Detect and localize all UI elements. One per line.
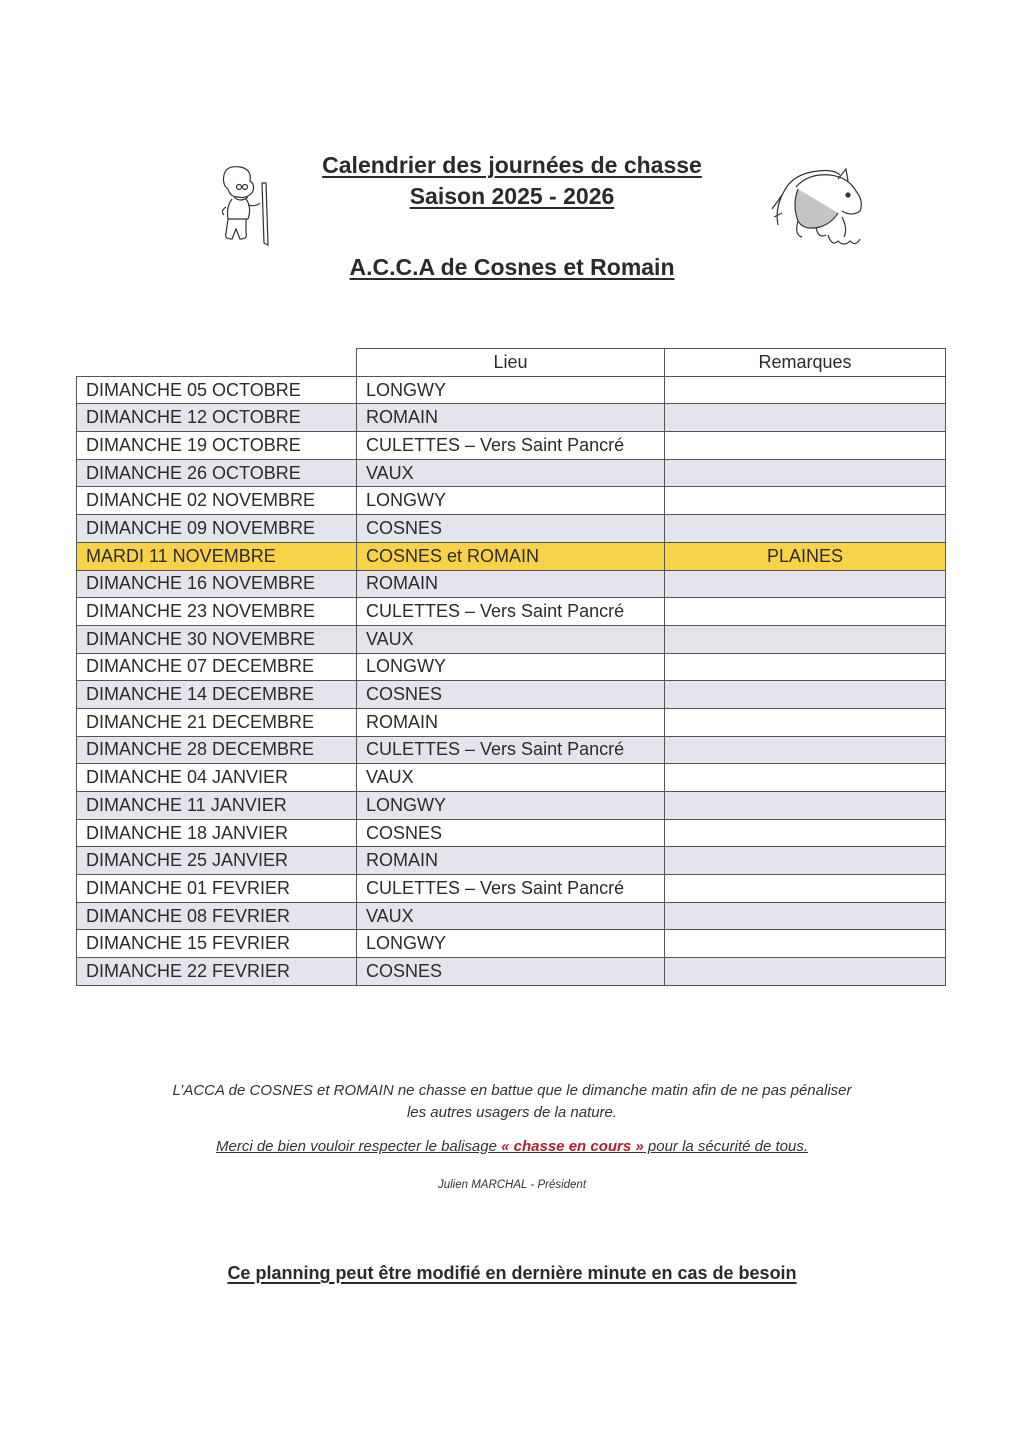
cell-date: DIMANCHE 01 FEVRIER (77, 875, 357, 903)
cell-lieu: CULETTES – Vers Saint Pancré (357, 875, 665, 903)
cell-lieu: COSNES (357, 958, 665, 986)
cell-lieu: COSNES (357, 515, 665, 543)
table-row (77, 764, 946, 792)
cell-date: DIMANCHE 07 DECEMBRE (77, 653, 357, 681)
cell-date: DIMANCHE 25 JANVIER (77, 847, 357, 875)
header-date (77, 349, 357, 377)
cell-remarques (665, 930, 946, 958)
cell-lieu: ROMAIN (357, 708, 665, 736)
cell-lieu: COSNES (357, 681, 665, 709)
notes-section (0, 1080, 1024, 1196)
table-row (77, 376, 946, 404)
cell-date: DIMANCHE 08 FEVRIER (77, 902, 357, 930)
cell-remarques (665, 487, 946, 515)
table-row (77, 432, 946, 460)
cell-remarques (665, 570, 946, 598)
merci-before: Merci de bien vouloir respecter le balisage (215, 1138, 502, 1155)
table-row (77, 819, 946, 847)
table-row (77, 487, 946, 515)
cell-lieu: LONGWY (357, 487, 665, 515)
cell-remarques (665, 404, 946, 432)
cell-date: DIMANCHE 09 NOVEMBRE (77, 515, 357, 543)
cell-remarques (665, 902, 946, 930)
note-line-2: les autres usagers de la nature. (406, 1104, 618, 1121)
merci-note (0, 1136, 1024, 1158)
cell-date: DIMANCHE 23 NOVEMBRE (77, 598, 357, 626)
table-row (77, 459, 946, 487)
table-row (77, 708, 946, 736)
cell-lieu: ROMAIN (357, 404, 665, 432)
table-row (77, 404, 946, 432)
table-row (77, 847, 946, 875)
table-row (77, 515, 946, 543)
cell-lieu: LONGWY (357, 930, 665, 958)
cell-remarques (665, 459, 946, 487)
association-name: A.C.C.A de Cosnes et Romain (349, 254, 675, 280)
merci-after: pour la sécurité de tous. (643, 1138, 808, 1155)
cell-remarques (665, 875, 946, 903)
header-remarques: Remarques (665, 349, 946, 377)
cell-lieu: LONGWY (357, 792, 665, 820)
cell-remarques (665, 736, 946, 764)
cell-date: DIMANCHE 28 DECEMBRE (77, 736, 357, 764)
cell-lieu: VAUX (357, 764, 665, 792)
cell-remarques (665, 792, 946, 820)
cell-lieu: COSNES et ROMAIN (357, 542, 665, 570)
cell-remarques (665, 819, 946, 847)
table-row (77, 902, 946, 930)
document-title (0, 150, 1024, 212)
table-row (77, 625, 946, 653)
table-row (77, 792, 946, 820)
cell-lieu: VAUX (357, 902, 665, 930)
header-lieu: Lieu (357, 349, 665, 377)
cell-remarques (665, 653, 946, 681)
table-row (77, 930, 946, 958)
cell-remarques (665, 958, 946, 986)
cell-lieu: ROMAIN (357, 570, 665, 598)
cell-lieu: CULETTES – Vers Saint Pancré (357, 736, 665, 764)
cell-date: DIMANCHE 18 JANVIER (77, 819, 357, 847)
table-header-row (77, 349, 946, 377)
table-row (77, 598, 946, 626)
cell-lieu: CULETTES – Vers Saint Pancré (357, 598, 665, 626)
cell-date: DIMANCHE 26 OCTOBRE (77, 459, 357, 487)
table-row (77, 958, 946, 986)
cell-lieu: LONGWY (357, 653, 665, 681)
table-row-highlighted (77, 542, 946, 570)
planning-warning: Ce planning peut être modifié en dernière minute en cas de besoin (227, 1263, 797, 1283)
cell-date: DIMANCHE 12 OCTOBRE (77, 404, 357, 432)
cell-remarques (665, 681, 946, 709)
cell-date: DIMANCHE 22 FEVRIER (77, 958, 357, 986)
title-line-1: Calendrier des journées de chasse (322, 152, 702, 178)
cell-date: DIMANCHE 21 DECEMBRE (77, 708, 357, 736)
cell-lieu: VAUX (357, 459, 665, 487)
cell-remarques (665, 764, 946, 792)
cell-date: DIMANCHE 05 OCTOBRE (77, 376, 357, 404)
cell-remarques (665, 432, 946, 460)
signature: Julien MARCHAL - Président (437, 1179, 587, 1191)
cell-date: MARDI 11 NOVEMBRE (77, 542, 357, 570)
cell-remarques (665, 598, 946, 626)
note-line-1: L’ACCA de COSNES et ROMAIN ne chasse en battue que le dimanche matin afin de ne pas pénaliser (172, 1082, 852, 1099)
cell-date: DIMANCHE 19 OCTOBRE (77, 432, 357, 460)
merci-highlight: « chasse en cours » (501, 1138, 644, 1155)
cell-remarques (665, 625, 946, 653)
cell-remarques (665, 376, 946, 404)
cell-date: DIMANCHE 15 FEVRIER (77, 930, 357, 958)
cell-lieu: ROMAIN (357, 847, 665, 875)
title-line-2: Saison 2025 - 2026 (409, 183, 615, 209)
cell-lieu: VAUX (357, 625, 665, 653)
cell-remarques: PLAINES (665, 542, 946, 570)
table-row (77, 570, 946, 598)
table-row (77, 736, 946, 764)
table-row (77, 875, 946, 903)
cell-date: DIMANCHE 14 DECEMBRE (77, 681, 357, 709)
table-row (77, 653, 946, 681)
hunting-calendar-table (76, 348, 946, 986)
cell-lieu: LONGWY (357, 376, 665, 404)
cell-remarques (665, 515, 946, 543)
cell-remarques (665, 708, 946, 736)
cell-date: DIMANCHE 30 NOVEMBRE (77, 625, 357, 653)
cell-date: DIMANCHE 04 JANVIER (77, 764, 357, 792)
cell-date: DIMANCHE 11 JANVIER (77, 792, 357, 820)
table-row (77, 681, 946, 709)
cell-lieu: COSNES (357, 819, 665, 847)
cell-lieu: CULETTES – Vers Saint Pancré (357, 432, 665, 460)
cell-date: DIMANCHE 02 NOVEMBRE (77, 487, 357, 515)
cell-remarques (665, 847, 946, 875)
cell-date: DIMANCHE 16 NOVEMBRE (77, 570, 357, 598)
